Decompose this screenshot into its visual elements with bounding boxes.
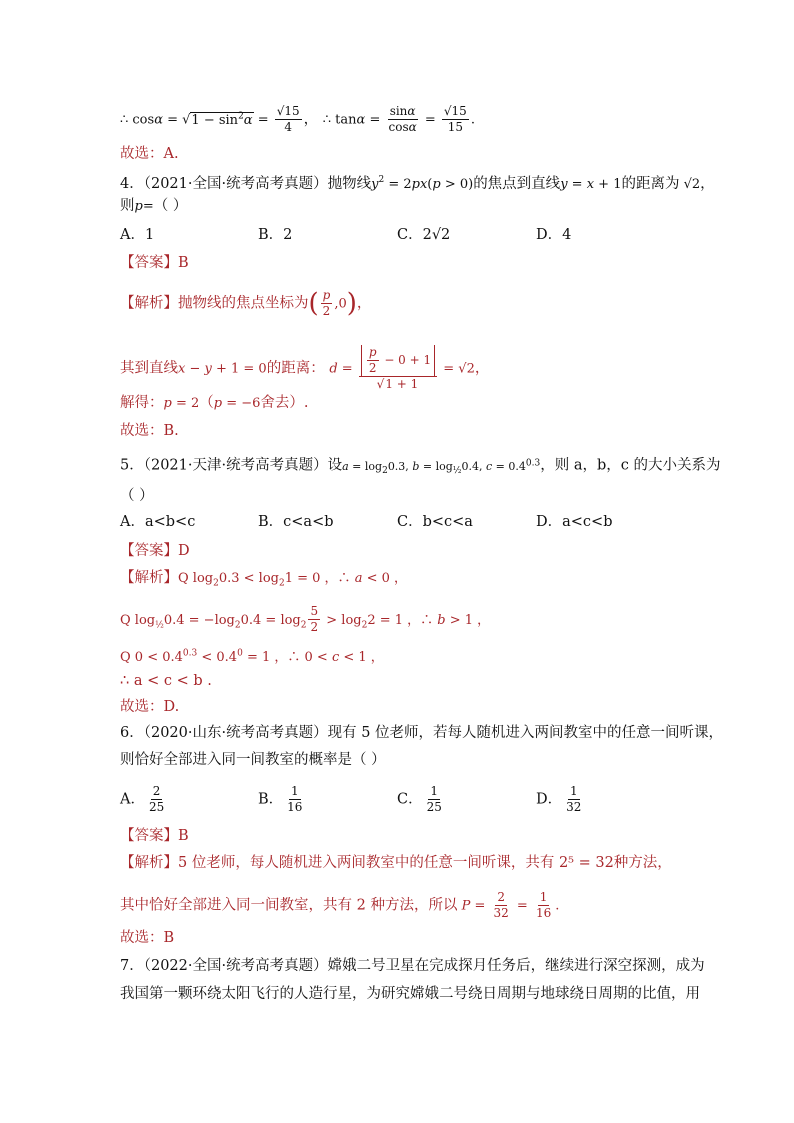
q5-explanation-2: Q $\log_{\frac{1}{2}}0.4 = -\log_20.4 = \log_2$ $\frac{5}{2}$ > $\log_22 = 1$ ，∴ b > 1 ， <box>120 604 491 634</box>
q4-explanation-3: 解得：p = 2（p = −6舍去）. <box>120 395 309 411</box>
q6-stem-line2: 则恰好全部进入同一间教室的概率是（ ） <box>120 752 386 768</box>
q5-explanation-3: Q $0 < 0.4^{0.3} < 0.4^0 = 1$ ，∴ 0 < c < 1 ， <box>120 649 384 666</box>
q5-stem: 5．（2021·天津·统考高考真题）设$a = \log_20.3$, $b = \log_{\frac{1}{2}}0.4$, $c = 0.4^{0.3}$，则 a，b，c 的大小关系为 <box>120 457 721 476</box>
q4-stem-line2: 则p=（ ） <box>120 198 188 214</box>
q7-stem-line1: 7．（2022·全国·统考高考真题）嫦娥二号卫星在完成探月任务后，继续进行深空探测，成为 <box>120 958 705 974</box>
q6-choose: 故选：B <box>120 930 175 946</box>
q4-explanation-1: 【解析】抛物线的焦点坐标为( $\frac{p}{2}$ ,0)， <box>120 288 372 319</box>
q4-option-d: D．4 <box>536 227 572 243</box>
q5-choose: 故选：D. <box>120 699 180 715</box>
q4-choose: 故选：B. <box>120 423 179 439</box>
q6-stem-line1: 6．（2020·山东·统考高考真题）现有 5 位老师，若每人随机进入两间教室中的任意一间听课， <box>120 725 724 741</box>
q4-option-b: B．2 <box>258 227 293 243</box>
q5-option-d: D．a<c<b <box>536 514 613 530</box>
q6-option-b: B． $\frac{1}{16}$ <box>258 784 303 814</box>
q6-option-c: C． $\frac{1}{25}$ <box>397 784 442 814</box>
q3-choose: 故选：A. <box>120 146 179 162</box>
q4-stem: 4．（2021·全国·统考高考真题）抛物线$y^2 = 2px(p > 0)$的焦点到直线y = x + 1的距离为 √2， <box>120 175 715 192</box>
q5-option-a: A．a<b<c <box>120 514 196 530</box>
q5-explanation-1: 【解析】Q $\log_20.3 < \log_21 = 0$ ，∴ a < 0 ， <box>120 570 408 589</box>
q5-answer: 【答案】D <box>120 543 190 559</box>
q6-explanation-1: 【解析】5 位老师，每人随机进入两间教室中的任意一间听课，共有 2⁵ = 32种方法， <box>120 855 672 871</box>
q6-option-a: A． $\frac{2}{25}$ <box>120 784 165 814</box>
q4-answer: 【答案】B <box>120 255 189 271</box>
q4-explanation-2: 其到直线x − y + 1 = 0的距离： d = $\frac{p}{2}$ − 0 + 1 √1 + 1 = √2， <box>120 345 490 391</box>
q6-option-d: D． $\frac{1}{32}$ <box>536 784 582 814</box>
q5-option-b: B．c<a<b <box>258 514 334 530</box>
q5-option-c: C．b<c<a <box>397 514 473 530</box>
q4-option-a: A．1 <box>120 227 155 243</box>
q5-stem-line2: （ ） <box>120 488 154 504</box>
q7-stem-line2: 我国第一颗环绕太阳飞行的人造行星，为研究嫦娥二号绕日周期与地球绕日周期的比值，用 <box>120 986 700 1002</box>
q6-answer: 【答案】B <box>120 828 189 844</box>
q5-explanation-4: ∴ a < c < b . <box>120 673 212 689</box>
q4-option-c: C．2√2 <box>397 227 451 243</box>
q3-solution-line: ∴ $\cos\alpha = √1 - \sin^2\alpha$ = $\frac{√15}{4}$ ， ∴ tanα = $\frac{\sin\alpha}{\cos\alpha}$ = $\frac{√15}{15}$ . <box>120 104 475 134</box>
q6-explanation-2: 其中恰好全部进入同一间教室，共有 2 种方法，所以 P = $\frac{2}{32}$ = $\frac{1}{16}$ . <box>120 890 560 920</box>
